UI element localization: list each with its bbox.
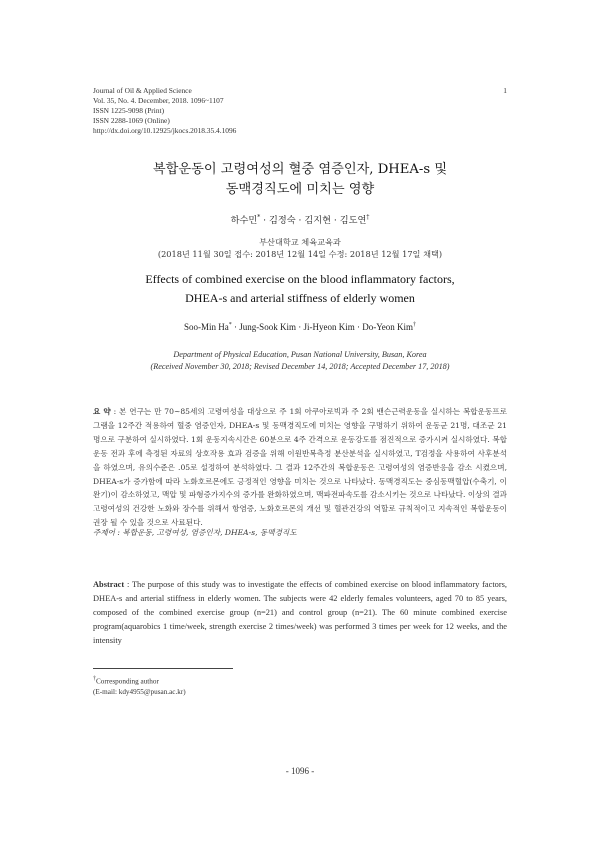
author-separator: · — [331, 215, 340, 226]
doi-link[interactable]: http://dx.doi.org/10.12925/jkocs.2018.35.4.1096 — [93, 126, 237, 135]
footnote-divider — [93, 668, 233, 669]
abstract-korean — [93, 405, 507, 530]
footnote-mark: † — [93, 676, 96, 682]
authors-korean — [60, 212, 540, 226]
author-en-3: Ji-Hyeon Kim — [303, 322, 355, 332]
author-4: 김도연 — [339, 215, 367, 226]
author-en-4-mark: † — [413, 322, 417, 328]
dates-english: (Received November 30, 2018; Revised December 14, 2018; Accepted December 17, 2018) — [150, 362, 450, 371]
footnote-label: Corresponding author — [96, 677, 159, 686]
affiliation-english — [60, 349, 540, 373]
title-korean-line2: 동맥경직도에 미치는 영향 — [225, 182, 375, 197]
page-number: 1 — [503, 86, 507, 95]
author-1: 하수민 — [230, 215, 258, 226]
journal-volume: Vol. 35, No. 4. December, 2018. 1096~1107 — [93, 96, 224, 105]
journal-name: Journal of Oil & Applied Science — [93, 86, 192, 95]
author-separator: · — [295, 322, 304, 332]
page-footer: - 1096 - — [285, 766, 315, 776]
author-separator: · — [354, 322, 363, 332]
abstract-korean-label: 요 약 — [93, 407, 111, 416]
affiliation-korean — [60, 236, 540, 260]
author-2: 김정숙 — [268, 215, 296, 226]
authors-english — [60, 322, 540, 332]
title-korean — [60, 160, 540, 200]
author-4-mark: † — [366, 213, 370, 221]
title-korean-line1: 복합운동이 고령여성의 혈중 염증인자, DHEA-s 및 — [152, 162, 448, 177]
author-separator: · — [295, 215, 305, 226]
footnote — [93, 674, 186, 698]
author-1-mark: * — [257, 213, 261, 221]
keywords-korean: 주제어 : 복합운동, 고령여성, 염증인자, DHEA-s, 동맥경직도 — [93, 528, 297, 537]
abstract-english-text: : The purpose of this study was to investigate the effects of combined exercise on blood inflammatory factors, DHEA-s and arterial stiffness in elderly women. The subjects were 42 elderly females volunteers, aged 70 to 85 years, composed of the combined exercise group (n=21) and control group (n=21). The 60 minute combined exercise program(aquarobics 1 time/week, strength exercise 2 times/week) was performed 3 times per week for 12 weeks, and the intensity — [93, 580, 507, 645]
abstract-english — [93, 578, 507, 648]
footnote-email: (E-mail: kdy4955@pusan.ac.kr) — [93, 688, 186, 697]
abstract-korean-text: : 본 연구는 만 70~85세의 고령여성을 대상으로 주 1회 아쿠아로빅과 주 2회 밴슨근력운동을 실시하는 복합운동프로그램을 12주간 적용하여 혈중 염증인자, DHEA-s 및 동맥경직도에 미치는 영향을 구명하기 위하여 운동군 21명, 대조군 21명으로 구분하여 실시하였다. 1회 운동지속시간은 60분으로 4주 간격으로 운동강도를 점진적으로 증가시켜 실시하였다. 복합운동 전과 후에 측정된 자료의 상호작용 효과 검증을 위해 이원반복측정 분산분석을 실시하였고, T검정을 사용하여 사후분석을 하였으며, 유의수준은 .05로 설정하여 분석하였다. 그 결과 12주간의 복합운동은 고령여성의 염증반응을 감소 시켰으며, DHEA-s가 증가함에 따라 노화호르몬에도 긍정적인 영향을 미치는 것으로 나타났다. 동맥경직도는 중심동맥혈압(수축기, 이완기)이 감소하였고, 맥압 및 파형증가지수의 증가를 완화하였으며, 맥파전파속도를 감소시키는 것으로 나타났다. 이상의 결과 고령여성의 건강한 노화와 장수를 위해서 항염증, 노화호르몬의 개선 및 혈관건강의 역할로 규칙적이고 지속적인 복합운동이 권장 될 수 있을 것으로 사료된다. — [93, 407, 507, 528]
abstract-english-label: Abstract — [93, 580, 125, 589]
author-en-1-mark: * — [228, 322, 232, 328]
issn-online: ISSN 2288-1069 (Online) — [93, 116, 170, 125]
issn-print: ISSN 1225-9098 (Print) — [93, 106, 165, 115]
author-3: 김지현 — [304, 215, 332, 226]
affiliation-dept-english: Department of Physical Education, Pusan National University, Busan, Korea — [173, 350, 427, 359]
title-english-line2: DHEA-s and arterial stiffness of elderly women — [185, 291, 415, 305]
author-en-2: Jung-Sook Kim — [239, 322, 296, 332]
title-english-line1: Effects of combined exercise on the blood inflammatory factors, — [145, 272, 455, 286]
author-en-1: Soo-Min Ha — [183, 322, 229, 332]
author-en-4: Do-Yeon Kim — [362, 322, 414, 332]
author-separator: · — [231, 322, 240, 332]
author-separator: · — [260, 215, 269, 226]
journal-header — [93, 86, 236, 136]
affiliation-dept-korean: 부산대학교 체육교육과 — [259, 237, 341, 247]
dates-korean: (2018년 11월 30일 접수: 2018년 12월 14일 수정: 2018년 12월 17일 채택) — [157, 249, 443, 259]
title-english — [60, 270, 540, 308]
